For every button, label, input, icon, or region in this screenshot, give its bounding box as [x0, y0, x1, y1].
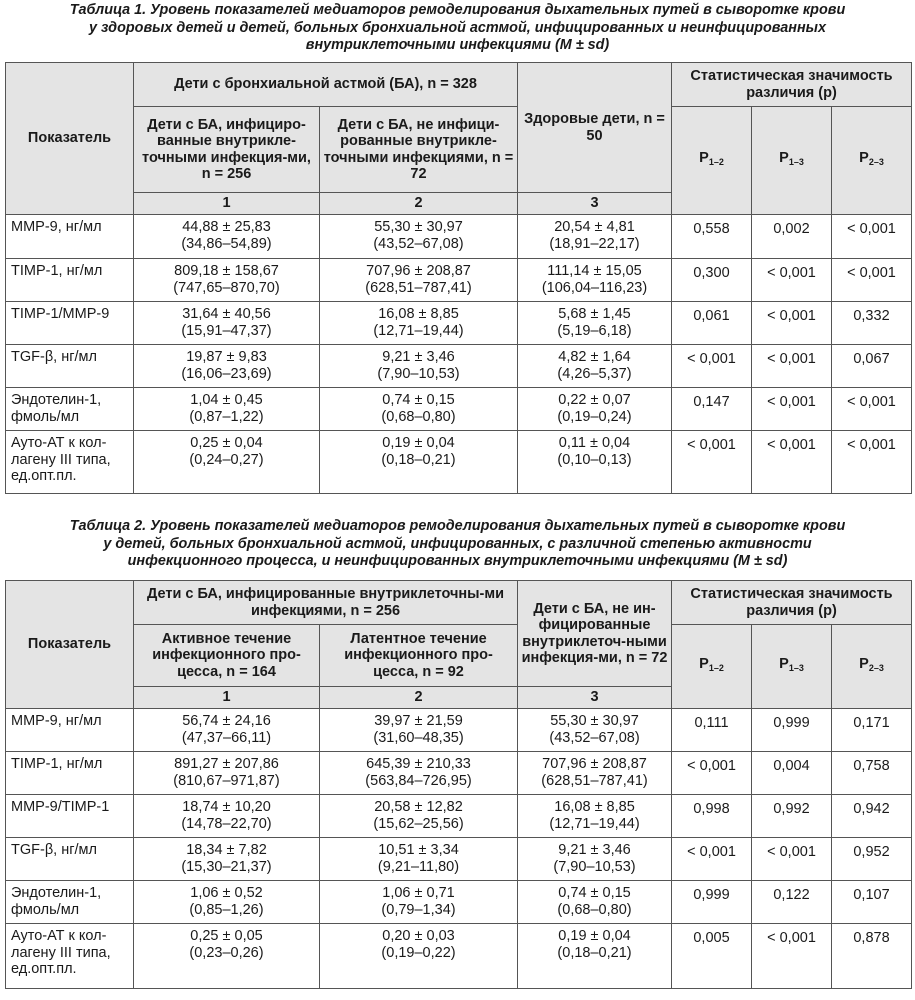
- p-value-2-3: [832, 215, 912, 259]
- value-col1: [134, 924, 320, 989]
- p-value-1-3: [752, 924, 832, 989]
- table2-p-letter: P: [699, 656, 709, 673]
- value-col1-mean: 891,27 ± 207,86: [174, 756, 279, 772]
- value-col3-mean: 5,68 ± 1,45: [558, 306, 631, 322]
- table2-header-p23: [832, 625, 912, 709]
- table1-p-letter: P: [779, 150, 789, 167]
- value-col2-mean: 0,19 ± 0,04: [382, 435, 455, 451]
- p-value-1-3: [752, 752, 832, 795]
- p-value-1-3-text: < 0,001: [767, 930, 816, 946]
- p-value-2-3: [832, 924, 912, 989]
- value-col2-range: (0,18–0,21): [381, 451, 456, 468]
- p-value-2-3-text: 0,107: [853, 887, 890, 903]
- value-col1-mean: 31,64 ± 40,56: [182, 306, 271, 322]
- p-value-2-3: [832, 388, 912, 431]
- value-col1-range: (0,85–1,26): [189, 901, 264, 918]
- value-col3: [518, 388, 672, 431]
- p-value-1-2: [672, 302, 752, 345]
- value-col3-mean: 0,19 ± 0,04: [558, 928, 631, 944]
- value-col1-mean: 18,34 ± 7,82: [186, 842, 267, 858]
- p-value-1-3-text: 0,992: [773, 801, 810, 817]
- p-value-1-2-text: < 0,001: [687, 758, 736, 774]
- p-value-1-3: [752, 215, 832, 259]
- p-value-1-3: [752, 431, 832, 494]
- value-col3-mean: 9,21 ± 3,46: [558, 842, 631, 858]
- table2-header-num2: 2: [320, 687, 518, 709]
- table-row: [6, 881, 912, 924]
- table1-caption-line1: Таблица 1. Уровень показателей медиаторов ремоделирования дыхательных путей в сыворотке крови: [69, 2, 846, 18]
- row-label: [6, 752, 134, 795]
- p-value-2-3-text: 0,952: [853, 844, 890, 860]
- value-col1-range: (47,37–66,11): [181, 729, 272, 746]
- value-col1-mean: 56,74 ± 24,16: [182, 713, 271, 729]
- value-col3: [518, 709, 672, 752]
- table-row: [6, 215, 912, 259]
- row-label: [6, 924, 134, 989]
- table2-p-sub13: 1–3: [788, 663, 804, 674]
- value-col3-range: (4,26–5,37): [557, 365, 632, 382]
- table1-header-col3: Здоровые дети, n = 50: [518, 63, 672, 193]
- table1-caption-line3: внутриклеточными инфекциями (M ± sd): [305, 37, 610, 53]
- value-col1-mean: 1,06 ± 0,52: [190, 885, 263, 901]
- value-col1-range: (14,78–22,70): [181, 815, 272, 832]
- value-col2-range: (12,71–19,44): [373, 322, 464, 339]
- value-col1: [134, 302, 320, 345]
- table2-header-col3: Дети с БА, не ин-фицированные внутриклеточ-ными инфекция-ми, n = 72: [518, 581, 672, 687]
- table1-p-letter: P: [859, 150, 869, 167]
- value-col1: [134, 709, 320, 752]
- value-col2-mean: 16,08 ± 8,85: [378, 306, 459, 322]
- value-col3: [518, 752, 672, 795]
- value-col2: [320, 752, 518, 795]
- p-value-1-2-text: 0,558: [693, 221, 730, 237]
- p-value-1-3: [752, 388, 832, 431]
- p-value-1-2: [672, 795, 752, 838]
- table1-header-p13: [752, 107, 832, 215]
- p-value-1-3-text: < 0,001: [767, 265, 816, 281]
- p-value-1-3-text: 0,002: [773, 221, 810, 237]
- table2-p-sub12: 1–2: [708, 663, 724, 674]
- value-col1: [134, 215, 320, 259]
- row-label: [6, 259, 134, 302]
- row-label-text: TGF-β, нг/мл: [11, 349, 97, 365]
- value-col2-range: (9,21–11,80): [377, 858, 460, 875]
- value-col1: [134, 795, 320, 838]
- value-col1-mean: 18,74 ± 10,20: [182, 799, 271, 815]
- p-value-2-3: [832, 345, 912, 388]
- value-col1: [134, 881, 320, 924]
- p-value-1-3-text: < 0,001: [767, 437, 816, 453]
- value-col1-range: (747,65–870,70): [173, 279, 280, 296]
- p-value-1-2: [672, 838, 752, 881]
- value-col1-mean: 0,25 ± 0,05: [190, 928, 263, 944]
- value-col3-range: (0,18–0,21): [557, 944, 632, 961]
- table2-caption-line2: у детей, больных бронхиальной астмой, инфицированных, с различной степенью активности: [103, 535, 812, 552]
- value-col2-mean: 0,74 ± 0,15: [382, 392, 455, 408]
- value-col1-mean: 19,87 ± 9,83: [186, 349, 267, 365]
- value-col3: [518, 795, 672, 838]
- p-value-1-2: [672, 881, 752, 924]
- value-col3-range: (18,91–22,17): [549, 235, 640, 252]
- value-col2-range: (0,19–0,22): [381, 944, 456, 961]
- table1-header-num3: 3: [518, 193, 672, 215]
- value-col1-mean: 1,04 ± 0,45: [190, 392, 263, 408]
- value-col3-range: (0,19–0,24): [557, 408, 632, 425]
- value-col1-range: (0,24–0,27): [189, 451, 264, 468]
- table2-header-col2: Латентное течение инфекционного про-цесса, n = 92: [320, 625, 518, 687]
- p-value-1-2: [672, 215, 752, 259]
- table1-p-letter: P: [699, 150, 709, 167]
- value-col3-range: (0,68–0,80): [557, 901, 632, 918]
- table-row: [6, 795, 912, 838]
- value-col2-mean: 707,96 ± 208,87: [366, 263, 471, 279]
- p-value-1-2: [672, 345, 752, 388]
- table2-header-indicator: Показатель: [6, 581, 134, 709]
- p-value-2-3-text: 0,878: [853, 930, 890, 946]
- value-col1-range: (0,87–1,22): [189, 408, 264, 425]
- value-col1-range: (16,06–23,69): [181, 365, 272, 382]
- table-row: [6, 838, 912, 881]
- p-value-2-3-text: 0,332: [853, 308, 890, 324]
- p-value-1-3: [752, 345, 832, 388]
- value-col3: [518, 302, 672, 345]
- p-value-1-3: [752, 302, 832, 345]
- table1-header-stat: Статистическая значимость различия (р): [672, 63, 912, 107]
- p-value-1-2-text: < 0,001: [687, 844, 736, 860]
- table-row: [6, 709, 912, 752]
- table-row: [6, 431, 912, 494]
- value-col3-mean: 20,54 ± 4,81: [554, 219, 635, 235]
- value-col2-range: (7,90–10,53): [377, 365, 460, 382]
- row-label-text: MMP-9, нг/мл: [11, 219, 102, 235]
- row-label: [6, 881, 134, 924]
- table1-header-p23: [832, 107, 912, 215]
- table1-header-col1: Дети с БА, инфициро-ванные внутрикле-точными инфекция-ми, n = 256: [134, 107, 320, 193]
- value-col2-mean: 55,30 ± 30,97: [374, 219, 463, 235]
- p-value-2-3: [832, 881, 912, 924]
- value-col3: [518, 259, 672, 302]
- value-col3-range: (0,10–0,13): [557, 451, 632, 468]
- table2-header-col1: Активное течение инфекционного про-цесса, n = 164: [134, 625, 320, 687]
- value-col2-range: (628,51–787,41): [365, 279, 472, 296]
- value-col1-range: (0,23–0,26): [189, 944, 264, 961]
- p-value-2-3-text: 0,067: [853, 351, 890, 367]
- row-label-text: TIMP-1, нг/мл: [11, 263, 103, 279]
- value-col2-range: (15,62–25,56): [373, 815, 464, 832]
- row-label-text: Эндотелин-1, фмоль/мл: [11, 885, 102, 918]
- value-col2: [320, 215, 518, 259]
- value-col2: [320, 302, 518, 345]
- value-col3: [518, 924, 672, 989]
- value-col1: [134, 431, 320, 494]
- value-col3: [518, 431, 672, 494]
- table2-header-stat: Статистическая значимость различия (р): [672, 581, 912, 625]
- table-row: [6, 345, 912, 388]
- value-col1-range: (810,67–971,87): [173, 772, 280, 789]
- table2-header-num1: 1: [134, 687, 320, 709]
- value-col2: [320, 259, 518, 302]
- row-label-text: Эндотелин-1, фмоль/мл: [11, 392, 102, 425]
- value-col2-range: (0,68–0,80): [381, 408, 456, 425]
- row-label: [6, 709, 134, 752]
- p-value-2-3-text: 0,758: [853, 758, 890, 774]
- table2-p-sub23: 2–3: [868, 663, 884, 674]
- p-value-1-3-text: < 0,001: [767, 394, 816, 410]
- value-col1-mean: 809,18 ± 158,67: [174, 263, 279, 279]
- table2-caption-line3: инфекционного процесса, и неинфицированных внутриклеточными инфекциями (M ± sd): [127, 553, 788, 569]
- row-label-text: MMP-9, нг/мл: [11, 713, 102, 729]
- value-col1: [134, 345, 320, 388]
- p-value-1-2-text: 0,111: [694, 715, 729, 731]
- row-label: [6, 795, 134, 838]
- p-value-1-2-text: 0,300: [693, 265, 730, 281]
- value-col2-mean: 39,97 ± 21,59: [374, 713, 463, 729]
- table1-header-group-ba: Дети с бронхиальной астмой (БА), n = 328: [134, 63, 518, 107]
- value-col3-mean: 16,08 ± 8,85: [554, 799, 635, 815]
- value-col1: [134, 259, 320, 302]
- table2-header-group-ba: Дети с БА, инфицированные внутриклеточны-ми инфекциями, n = 256: [134, 581, 518, 625]
- value-col3-mean: 0,74 ± 0,15: [558, 885, 631, 901]
- p-value-1-2: [672, 752, 752, 795]
- table2-body: [6, 709, 912, 989]
- row-label-text: MMP-9/TIMP-1: [11, 799, 110, 815]
- table2-header-num3: 3: [518, 687, 672, 709]
- p-value-1-3-text: 0,004: [773, 758, 810, 774]
- table1-p-sub12: 1–2: [708, 157, 724, 168]
- p-value-1-2-text: 0,061: [693, 308, 730, 324]
- p-value-2-3-text: 0,942: [853, 801, 890, 817]
- p-value-1-2-text: < 0,001: [687, 437, 736, 453]
- p-value-1-2-text: 0,998: [693, 801, 730, 817]
- value-col1-range: (15,30–21,37): [181, 858, 272, 875]
- value-col1-range: (15,91–47,37): [181, 322, 272, 339]
- value-col2: [320, 795, 518, 838]
- table2-caption-line1: Таблица 2. Уровень показателей медиаторов ремоделирования дыхательных путей в сыворотке крови: [69, 518, 846, 534]
- value-col2-mean: 0,20 ± 0,03: [382, 928, 455, 944]
- table1-caption: [0, 2, 915, 55]
- value-col2: [320, 881, 518, 924]
- p-value-1-2: [672, 388, 752, 431]
- table2-p-letter: P: [859, 656, 869, 673]
- value-col2: [320, 709, 518, 752]
- value-col1-range: (34,86–54,89): [181, 235, 272, 252]
- value-col3-mean: 707,96 ± 208,87: [542, 756, 647, 772]
- table-row: [6, 302, 912, 345]
- table1-p-sub13: 1–3: [788, 157, 804, 168]
- p-value-1-2: [672, 709, 752, 752]
- table1-body: [6, 215, 912, 494]
- value-col2: [320, 388, 518, 431]
- value-col3-mean: 111,14 ± 15,05: [547, 263, 642, 279]
- p-value-2-3-text: < 0,001: [847, 394, 896, 410]
- value-col3: [518, 881, 672, 924]
- value-col3-mean: 4,82 ± 1,64: [558, 349, 631, 365]
- p-value-2-3: [832, 795, 912, 838]
- p-value-1-3-text: 0,999: [773, 715, 810, 731]
- p-value-1-2: [672, 259, 752, 302]
- row-label: [6, 215, 134, 259]
- p-value-1-3-text: 0,122: [773, 887, 810, 903]
- value-col3: [518, 345, 672, 388]
- row-label-text: Ауто-АТ к кол-лагену III типа, ед.опт.пл.: [11, 435, 111, 484]
- p-value-1-2: [672, 924, 752, 989]
- p-value-1-3: [752, 259, 832, 302]
- table-row: [6, 259, 912, 302]
- row-label-text: Ауто-АТ к кол-лагену III типа, ед.опт.пл.: [11, 928, 111, 977]
- row-label: [6, 431, 134, 494]
- value-col2-mean: 20,58 ± 12,82: [374, 799, 463, 815]
- p-value-1-3-text: < 0,001: [767, 844, 816, 860]
- table-row: [6, 388, 912, 431]
- table2-header-p12: [672, 625, 752, 709]
- table1-p-sub23: 2–3: [868, 157, 884, 168]
- value-col3-mean: 0,11 ± 0,04: [558, 435, 631, 451]
- p-value-2-3: [832, 752, 912, 795]
- table1-header-p12: [672, 107, 752, 215]
- table1-caption-line2: у здоровых детей и детей, больных бронхиальной астмой, инфицированных и неинфицированных: [89, 19, 826, 36]
- value-col3-range: (7,90–10,53): [553, 858, 636, 875]
- value-col2-mean: 645,39 ± 210,33: [366, 756, 471, 772]
- table-row: [6, 752, 912, 795]
- p-value-2-3-text: 0,171: [853, 715, 890, 731]
- value-col1: [134, 388, 320, 431]
- p-value-1-3-text: < 0,001: [767, 308, 816, 324]
- p-value-2-3: [832, 838, 912, 881]
- p-value-1-3: [752, 709, 832, 752]
- p-value-2-3-text: < 0,001: [847, 265, 896, 281]
- row-label: [6, 345, 134, 388]
- row-label: [6, 838, 134, 881]
- row-label-text: TGF-β, нг/мл: [11, 842, 97, 858]
- value-col1-mean: 44,88 ± 25,83: [182, 219, 271, 235]
- table2-header-p13: [752, 625, 832, 709]
- value-col3-range: (628,51–787,41): [541, 772, 648, 789]
- value-col2-range: (0,79–1,34): [381, 901, 456, 918]
- p-value-1-2-text: < 0,001: [687, 351, 736, 367]
- row-label-text: TIMP-1, нг/мл: [11, 756, 103, 772]
- value-col2-range: (563,84–726,95): [365, 772, 472, 789]
- row-label-text: TIMP-1/MMP-9: [11, 306, 110, 322]
- value-col1-mean: 0,25 ± 0,04: [190, 435, 263, 451]
- value-col2: [320, 431, 518, 494]
- p-value-1-2-text: 0,999: [693, 887, 730, 903]
- p-value-1-3: [752, 795, 832, 838]
- value-col3-range: (43,52–67,08): [549, 729, 640, 746]
- table2: [5, 580, 912, 989]
- p-value-2-3: [832, 431, 912, 494]
- p-value-1-2-text: 0,005: [693, 930, 730, 946]
- p-value-2-3: [832, 302, 912, 345]
- value-col2-mean: 9,21 ± 3,46: [382, 349, 455, 365]
- table1-header-num2: 2: [320, 193, 518, 215]
- value-col2-range: (43,52–67,08): [373, 235, 464, 252]
- value-col3: [518, 215, 672, 259]
- value-col1: [134, 752, 320, 795]
- p-value-2-3: [832, 259, 912, 302]
- value-col2: [320, 345, 518, 388]
- value-col2: [320, 924, 518, 989]
- table1-header-col2: Дети с БА, не инфици-рованные внутрикле-точными инфекциями, n = 72: [320, 107, 518, 193]
- value-col3-mean: 0,22 ± 0,07: [558, 392, 631, 408]
- p-value-1-2-text: 0,147: [693, 394, 730, 410]
- row-label: [6, 388, 134, 431]
- p-value-1-3: [752, 881, 832, 924]
- table1: [5, 62, 912, 494]
- p-value-2-3-text: < 0,001: [847, 437, 896, 453]
- p-value-1-3-text: < 0,001: [767, 351, 816, 367]
- value-col2-range: (31,60–48,35): [373, 729, 464, 746]
- p-value-2-3-text: < 0,001: [847, 221, 896, 237]
- table-row: [6, 924, 912, 989]
- value-col3-mean: 55,30 ± 30,97: [550, 713, 639, 729]
- value-col1: [134, 838, 320, 881]
- p-value-2-3: [832, 709, 912, 752]
- table1-header-num1: 1: [134, 193, 320, 215]
- value-col3-range: (12,71–19,44): [549, 815, 640, 832]
- value-col2-mean: 1,06 ± 0,71: [382, 885, 455, 901]
- table1-header-indicator: Показатель: [6, 63, 134, 215]
- table2-caption: [0, 518, 915, 571]
- p-value-1-3: [752, 838, 832, 881]
- p-value-1-2: [672, 431, 752, 494]
- table2-p-letter: P: [779, 656, 789, 673]
- value-col2-mean: 10,51 ± 3,34: [378, 842, 459, 858]
- row-label: [6, 302, 134, 345]
- value-col3-range: (5,19–6,18): [557, 322, 632, 339]
- value-col3-range: (106,04–116,23): [541, 279, 648, 296]
- value-col2: [320, 838, 518, 881]
- value-col3: [518, 838, 672, 881]
